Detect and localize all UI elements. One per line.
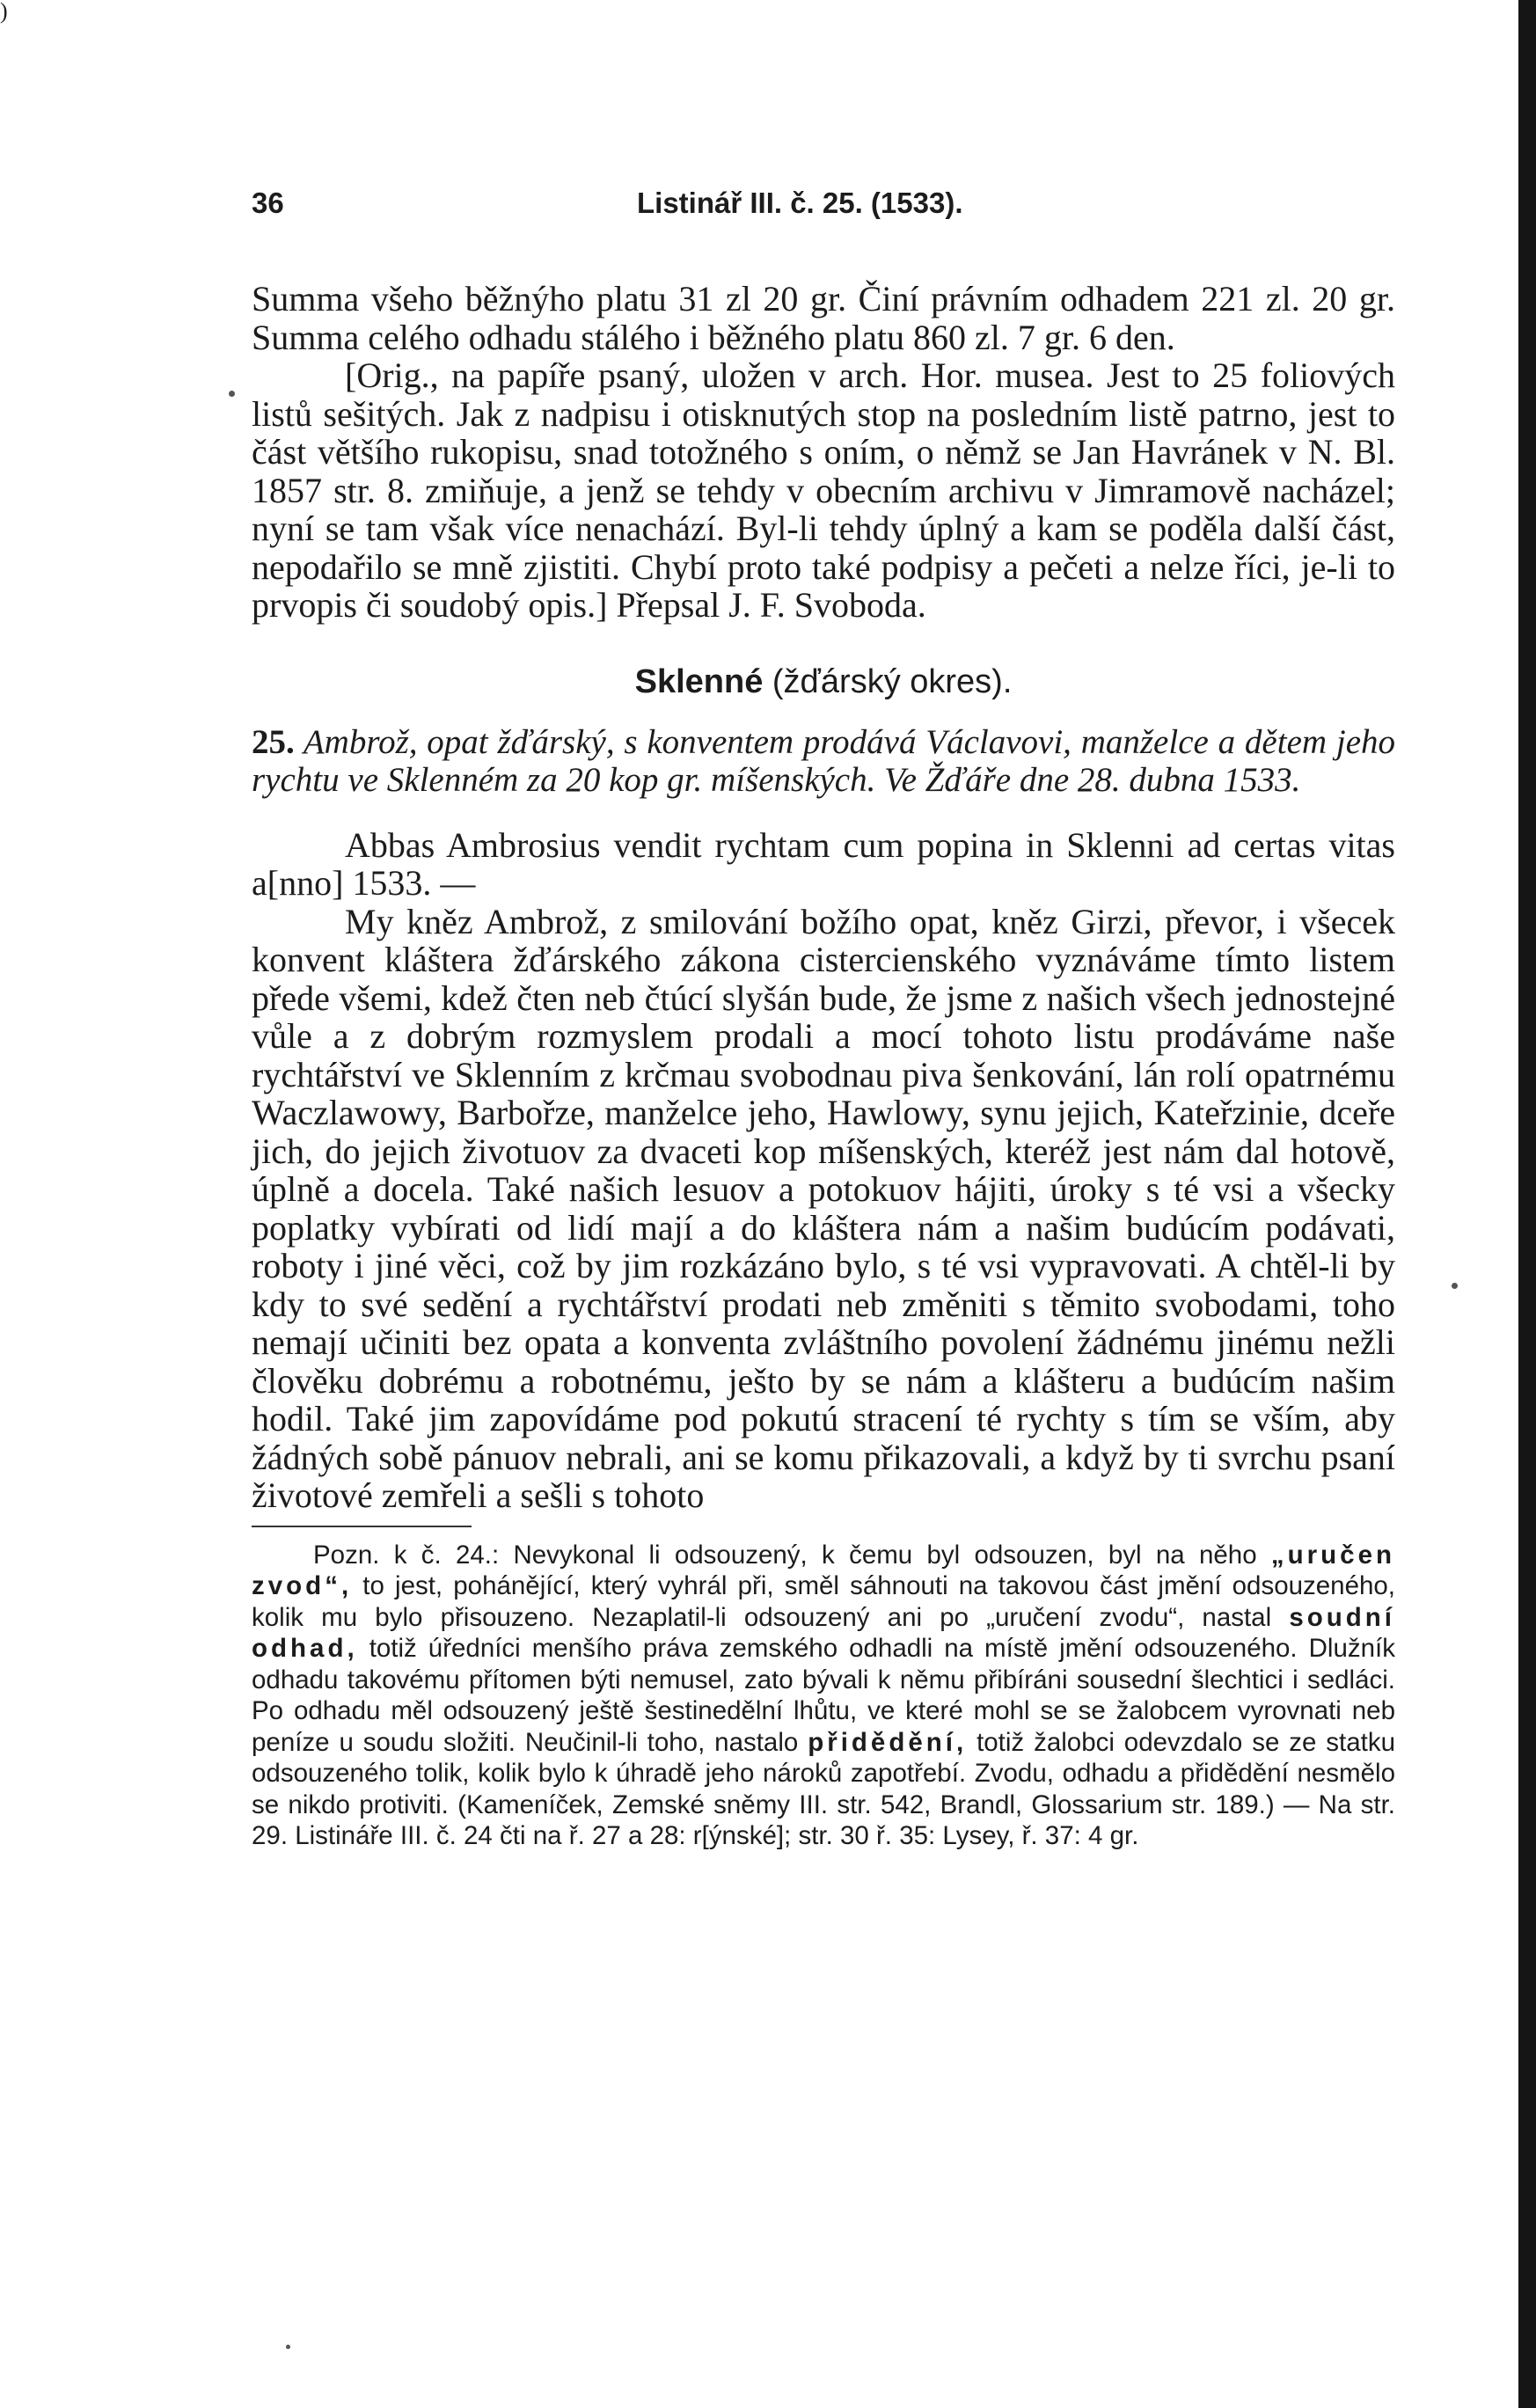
section-heading xyxy=(252,660,1395,704)
footnote-term-1: „uručen zvod“, xyxy=(252,1540,1395,1600)
running-head: Listinář III. č. 25. (1533). xyxy=(637,187,963,219)
footnote-text-4: totiž žalobci odevzdalo se ze statku odsouzeného tolik, kolik bylo k úhradě jeho nároků zapotřebí. Zvodu, odhadu a přidědění nesmělo se nikdo protiviti. (Kameníček, Zemské sněmy III. str. 542, Brandl, Glossarium str. 189.) — Na str. 29. Listináře III. č. 24 čti na ř. 27 a 28: r[ýnské]; str. 30 ř. 35: Lysey, ř. 37: 4 gr. xyxy=(252,1727,1395,1850)
scan-speck xyxy=(229,391,235,397)
latin-heading: Abbas Ambrosius vendit rychtam cum popina in Sklenni ad certas vitas a[nno] 1533. — xyxy=(252,824,1395,903)
page-number: 36 xyxy=(252,187,284,219)
scan-speck xyxy=(1452,1283,1458,1289)
scan-speck xyxy=(286,2345,290,2349)
document-regest xyxy=(252,723,1395,800)
footnote-term-3: přidědění, xyxy=(808,1727,968,1757)
section-place: Sklenné xyxy=(634,662,764,700)
footnote-lead: Pozn. k č. 24.: xyxy=(313,1540,500,1570)
continuation-paragraph: Summa všeho běžnýho platu 31 zl 20 gr. Činí právním odhadem 221 zl. 20 gr. Summa celého odhadu stálého i běžného platu 860 zl. 7 gr. 6 den. xyxy=(252,279,1395,357)
document-number: 25. xyxy=(252,722,295,761)
page-corner-mark: ) xyxy=(0,0,8,24)
footnote xyxy=(252,1540,1395,1852)
page-header xyxy=(252,187,1395,231)
footnote-text-2: to jest, pohánějící, který vyhrál při, směl sáhnouti na takovou část jmění odsouzeného, kolik mu bylo přisouzeno. Nezaplatil-li odsouzený ani po „uručení zvodu“, nastal xyxy=(252,1571,1396,1632)
page-body xyxy=(252,280,1395,1852)
document-body: My kněz Ambrož, z smilování božího opat, kněz Girzi, převor, i všecek konvent kláštera žďárského zákona cistercienského vyznáváme tímto listem přede všemi, kdež čten neb čtúcí slyšán bude, že jsme z našich všech jednostejné vůle a z dobrým rozmyslem prodali a mocí tohoto listu prodáváme naše rychtářství ve Sklenním z krčmau svobodnau piva šenkování, lán rolí opatrnému Waczlawowy, Barbořze, manželce jeho, Hawlowy, synu jejich, Kateřzinie, dceře jich, do jejich životuov za dvaceti kop míšenských, kteréž jest nám dal hotově, úplně a docela. Také našich lesuov a potokuov hájiti, úroky s té vsi a všecky poplatky vybírati od lidí mají a do kláštera nám a našim budúcím podávati, roboty i jiné věci, což by jim rozkázáno bylo, s té vsi vypravovati. A chtěl-li by kdy to své sedění a rychtářství prodati neb změniti s těmito svobodami, toho nemají učiniti bez opata a konventa zvláštního povolení žádnému jinému nežli člověku dobrému a robotnému, ješto by se nám a klášteru a budúcím našim hodil. Také jim zapovídáme pod pokutú stracení té rychty s tím se vším, aby žádných sobě pánuov nebrali, ani se komu přikazovali, a když by ti svrchu psaní životové zemřeli a sešli s tohoto xyxy=(252,901,1395,1515)
footnote-text-1: Nevykonal li odsouzený, k čemu byl odsouzen, byl na něho xyxy=(513,1540,1257,1570)
footnote-term-2: soudní odhad, xyxy=(252,1602,1395,1663)
scan-edge-shadow xyxy=(1518,0,1536,2408)
source-note-paragraph: [Orig., na papíře psaný, uložen v arch. Hor. musea. Jest to 25 foliových listů sešitých. Jak z nadpisu i otisknutých stop na posledním listě patrno, jest to část většího rukopisu, snad totožného s oním, o němž se Jan Havránek v N. Bl. 1857 str. 8. zmiňuje, a jenž se tehdy v obecním archivu v Jimramově nacházel; nyní se tam však více nenachází. Byl-li tehdy úplný a kam se poděla další část, nepodařilo se mně zjistiti. Chybí proto také podpisy a pečeti a nelze říci, je-li to prvopis či soudobý opis.] Přepsal J. F. Svoboda. xyxy=(252,355,1395,625)
regest-text: Ambrož, opat žďárský, s konventem prodává Václavovi, manželce a dětem jeho rychtu ve Sklenném za 20 kop gr. míšenských. Ve Žďáře dne 28. dubna 1533. xyxy=(252,722,1395,799)
footnote-text-3: totiž úředníci menšího práva zemského odhadli na místě jmění odsouzeného. Dlužník odhadu takovému přítomen býti nemusel, zato bývali k němu přibíráni sousední šlechtici i sedláci. Po odhadu měl odsouzený ještě šestinedělní lhůtu, ve které mohl se se žalobcem vyrovnati neb peníze u soudu složiti. Neučinil-li toho, nastalo xyxy=(252,1634,1395,1757)
section-district: (žďárský okres). xyxy=(772,662,1013,700)
footnote-divider xyxy=(252,1526,472,1527)
